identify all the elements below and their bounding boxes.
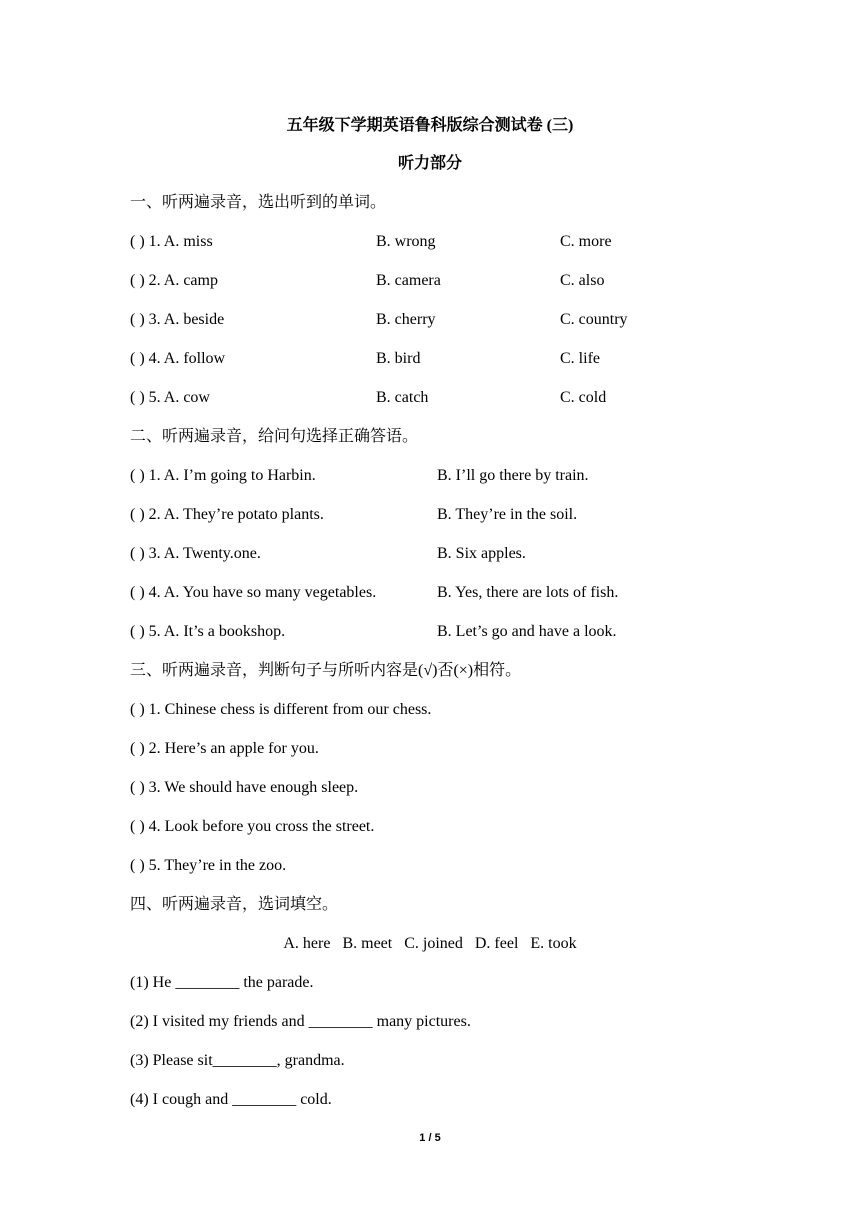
question-option-b: B. cherry xyxy=(376,311,436,328)
question-option-c: C. country xyxy=(560,311,628,328)
answer-option-b: B. I’ll go there by train. xyxy=(437,467,589,484)
question-option-b: B. camera xyxy=(376,272,441,289)
question-option-c: C. cold xyxy=(560,389,607,406)
judgment-item: ( ) 2. Here’s an apple for you. xyxy=(130,740,319,757)
fill-blank-item: (4) I cough and ________ cold. xyxy=(130,1091,332,1108)
answer-option-b: B. Yes, there are lots of fish. xyxy=(437,584,619,601)
question-option-a: ( ) 2. A. camp xyxy=(130,272,218,289)
question-option-c: C. life xyxy=(560,350,600,367)
section2-heading: 二、听两遍录音，给问句选择正确答语。 xyxy=(130,428,419,445)
question-option-c: C. also xyxy=(560,272,605,289)
section3-heading: 三、听两遍录音，判断句子与所听内容是(√)否(×)相符。 xyxy=(130,662,522,679)
question-option-a: ( ) 1. A. miss xyxy=(130,233,213,250)
section1-heading: 一、听两遍录音，选出听到的单词。 xyxy=(130,194,387,211)
word-bank: A. here B. meet C. joined D. feel E. took xyxy=(283,935,577,952)
fill-blank-item: (2) I visited my friends and ________ many pictures. xyxy=(130,1013,471,1030)
answer-option-b: B. They’re in the soil. xyxy=(437,506,578,523)
page-title: 五年级下学期英语鲁科版综合测试卷 (三) xyxy=(286,117,574,134)
answer-option-a: ( ) 4. A. You have so many vegetables. xyxy=(130,584,377,601)
judgment-item: ( ) 1. Chinese chess is different from our chess. xyxy=(130,701,432,718)
judgment-item: ( ) 4. Look before you cross the street. xyxy=(130,818,375,835)
judgment-item: ( ) 3. We should have enough sleep. xyxy=(130,779,359,796)
question-option-b: B. wrong xyxy=(376,233,436,250)
answer-option-a: ( ) 5. A. It’s a bookshop. xyxy=(130,623,286,640)
answer-option-a: ( ) 2. A. They’re potato plants. xyxy=(130,506,324,523)
page-subtitle: 听力部分 xyxy=(397,155,462,172)
page-number: 1 / 5 xyxy=(419,1132,441,1144)
question-option-c: C. more xyxy=(560,233,612,250)
question-option-a: ( ) 5. A. cow xyxy=(130,389,210,406)
judgment-item: ( ) 5. They’re in the zoo. xyxy=(130,857,287,874)
answer-option-a: ( ) 3. A. Twenty.one. xyxy=(130,545,261,562)
section4-heading: 四、听两遍录音，选词填空。 xyxy=(130,896,339,913)
answer-option-b: B. Six apples. xyxy=(437,545,526,562)
fill-blank-item: (1) He ________ the parade. xyxy=(130,974,314,991)
answer-option-a: ( ) 1. A. I’m going to Harbin. xyxy=(130,467,316,484)
question-option-a: ( ) 3. A. beside xyxy=(130,311,225,328)
question-option-a: ( ) 4. A. follow xyxy=(130,350,226,367)
answer-option-b: B. Let’s go and have a look. xyxy=(437,623,617,640)
question-option-b: B. bird xyxy=(376,350,421,367)
fill-blank-item: (3) Please sit________, grandma. xyxy=(130,1052,345,1069)
question-option-b: B. catch xyxy=(376,389,429,406)
